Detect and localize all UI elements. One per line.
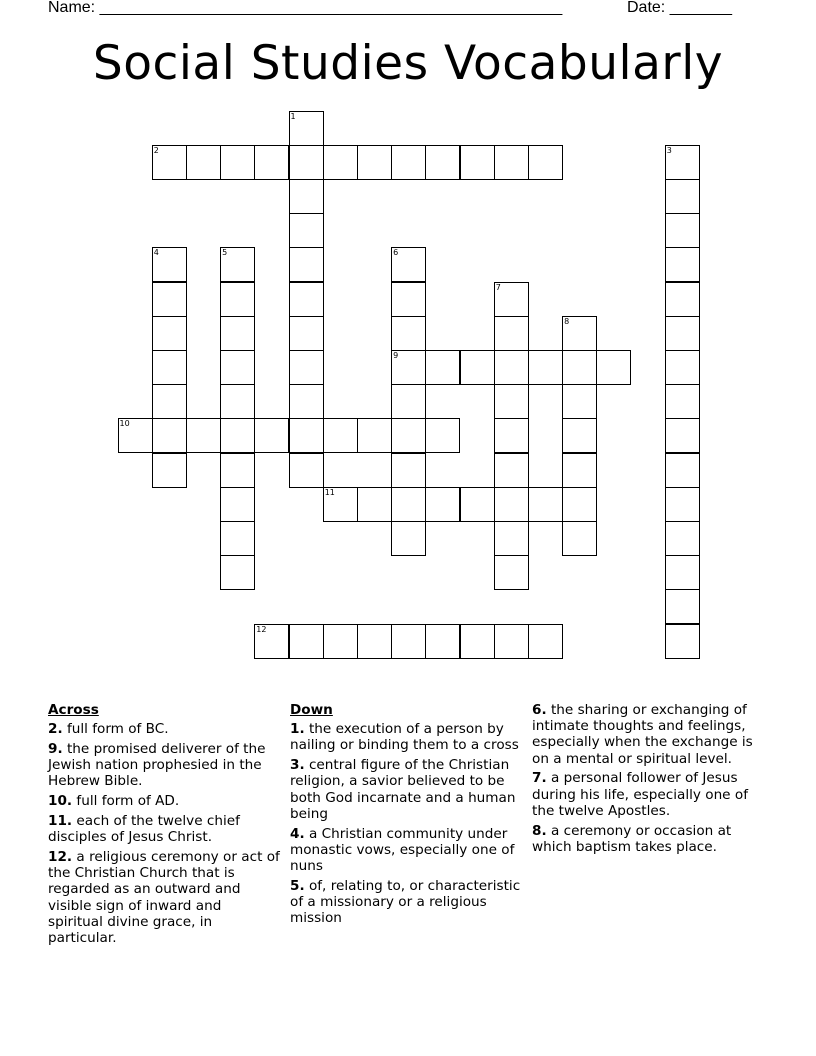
grid-cell[interactable] bbox=[494, 350, 529, 385]
clue-text: a Christian community under monastic vows, especially one of nuns bbox=[290, 825, 515, 875]
grid-cell[interactable] bbox=[665, 350, 700, 385]
clue-number: 9. bbox=[48, 741, 63, 757]
clue-across-10 bbox=[48, 793, 280, 809]
clue-text: the sharing or exchanging of intimate thoughts and feelings, especially when the exchange is on a mental or spiritual level. bbox=[532, 702, 753, 767]
grid-cell[interactable] bbox=[220, 555, 255, 590]
clue-down-6 bbox=[532, 702, 772, 767]
grid-cell[interactable] bbox=[391, 145, 426, 180]
grid-cell[interactable] bbox=[220, 487, 255, 522]
clue-across-2 bbox=[48, 721, 280, 737]
across-clues bbox=[48, 702, 280, 950]
cell-number: 7 bbox=[495, 282, 501, 292]
cell-number: 4 bbox=[153, 248, 159, 258]
grid-cell[interactable] bbox=[391, 247, 426, 282]
grid-cell[interactable] bbox=[289, 213, 324, 248]
grid-cell[interactable] bbox=[152, 453, 187, 488]
grid-cell[interactable] bbox=[391, 384, 426, 419]
clue-across-9 bbox=[48, 741, 280, 790]
grid-cell[interactable] bbox=[494, 453, 529, 488]
grid-cell[interactable] bbox=[323, 624, 358, 659]
grid-cell[interactable] bbox=[391, 350, 426, 385]
grid-cell[interactable] bbox=[528, 145, 563, 180]
clue-text: a religious ceremony or act of the Christian Church that is regarded as an outward and visible sign of inward and spiritual divine grace, in particular. bbox=[48, 849, 280, 947]
grid-cell[interactable] bbox=[152, 247, 187, 282]
clue-text: full form of BC. bbox=[66, 721, 169, 738]
grid-cell[interactable] bbox=[254, 624, 289, 659]
clue-text: the promised deliverer of the Jewish nation prophesied in the Hebrew Bible. bbox=[48, 741, 266, 790]
cell-number: 10 bbox=[119, 419, 130, 429]
grid-cell[interactable] bbox=[289, 624, 324, 659]
grid-cell[interactable] bbox=[494, 384, 529, 419]
grid-cell[interactable] bbox=[425, 624, 460, 659]
grid-cell[interactable] bbox=[494, 624, 529, 659]
grid-cell[interactable] bbox=[665, 555, 700, 590]
grid-cell[interactable] bbox=[152, 145, 187, 180]
grid-cell[interactable] bbox=[665, 624, 700, 659]
cell-number: 2 bbox=[153, 145, 159, 155]
grid-cell[interactable] bbox=[665, 487, 700, 522]
grid-cell[interactable] bbox=[220, 282, 255, 317]
grid-cell[interactable] bbox=[289, 350, 324, 385]
clue-down-8 bbox=[532, 823, 772, 855]
grid-cell[interactable] bbox=[665, 213, 700, 248]
clue-across-11 bbox=[48, 813, 280, 845]
grid-cell[interactable] bbox=[323, 487, 358, 522]
name-field[interactable]: Name: ____________________________________________________ bbox=[48, 0, 563, 16]
grid-cell[interactable] bbox=[220, 384, 255, 419]
grid-cell[interactable] bbox=[562, 521, 597, 556]
grid-cell[interactable] bbox=[391, 624, 426, 659]
clue-number: 2. bbox=[48, 721, 63, 738]
clue-number: 4. bbox=[290, 825, 305, 842]
clue-text: the execution of a person by nailing or binding them to a cross bbox=[290, 721, 519, 754]
grid-cell[interactable] bbox=[289, 384, 324, 419]
grid-cell[interactable] bbox=[220, 521, 255, 556]
grid-cell[interactable] bbox=[665, 316, 700, 351]
grid-cell[interactable] bbox=[289, 453, 324, 488]
grid-cell[interactable] bbox=[152, 418, 187, 453]
grid-cell[interactable] bbox=[323, 145, 358, 180]
grid-cell[interactable] bbox=[357, 418, 392, 453]
grid-cell[interactable] bbox=[357, 624, 392, 659]
grid-cell[interactable] bbox=[494, 418, 529, 453]
grid-cell[interactable] bbox=[665, 453, 700, 488]
grid-cell[interactable] bbox=[357, 145, 392, 180]
grid-cell[interactable] bbox=[665, 282, 700, 317]
grid-cell[interactable] bbox=[494, 521, 529, 556]
clue-number: 1. bbox=[290, 721, 305, 738]
clue-number: 12. bbox=[48, 849, 73, 865]
cell-number: 12 bbox=[256, 624, 267, 634]
clue-text: full form of AD. bbox=[76, 793, 180, 810]
grid-cell[interactable] bbox=[391, 418, 426, 453]
grid-cell[interactable] bbox=[220, 350, 255, 385]
clue-text: each of the twelve chief disciples of Jesus Christ. bbox=[48, 813, 240, 846]
grid-cell[interactable] bbox=[391, 316, 426, 351]
grid-cell[interactable] bbox=[425, 418, 460, 453]
cell-number: 5 bbox=[222, 248, 228, 258]
grid-cell[interactable] bbox=[391, 282, 426, 317]
clue-text: central figure of the Christian religion, a savior believed to be both God incarnate and a human being bbox=[290, 757, 516, 822]
across-heading: Across bbox=[48, 702, 99, 718]
cell-number: 8 bbox=[564, 316, 570, 326]
grid-cell[interactable] bbox=[289, 282, 324, 317]
clue-down-5 bbox=[290, 878, 526, 927]
clue-number: 6. bbox=[532, 702, 547, 718]
grid-cell[interactable] bbox=[562, 316, 597, 351]
cell-number: 6 bbox=[393, 248, 399, 258]
down-clues bbox=[290, 702, 526, 930]
grid-cell[interactable] bbox=[186, 418, 221, 453]
grid-cell[interactable] bbox=[289, 145, 324, 180]
clue-down-3 bbox=[290, 757, 526, 822]
down-clues-continued bbox=[532, 702, 772, 859]
clue-number: 8. bbox=[532, 822, 547, 839]
grid-cell[interactable] bbox=[220, 418, 255, 453]
date-field[interactable]: Date: _______ bbox=[627, 0, 732, 16]
grid-cell[interactable] bbox=[494, 487, 529, 522]
cell-number: 11 bbox=[324, 487, 335, 497]
clue-number: 7. bbox=[532, 770, 547, 787]
grid-cell[interactable] bbox=[391, 487, 426, 522]
clue-number: 5. bbox=[290, 877, 305, 894]
grid-cell[interactable] bbox=[254, 145, 289, 180]
grid-cell[interactable] bbox=[289, 418, 324, 453]
grid-cell[interactable] bbox=[528, 624, 563, 659]
cell-number: 1 bbox=[290, 111, 296, 121]
grid-cell[interactable] bbox=[494, 145, 529, 180]
grid-cell[interactable] bbox=[152, 316, 187, 351]
grid-cell[interactable] bbox=[323, 418, 358, 453]
cell-number: 9 bbox=[393, 350, 399, 360]
grid-cell[interactable] bbox=[562, 384, 597, 419]
grid-cell[interactable] bbox=[220, 247, 255, 282]
grid-cell[interactable] bbox=[665, 418, 700, 453]
grid-cell[interactable] bbox=[562, 453, 597, 488]
clue-down-1 bbox=[290, 721, 526, 753]
page-title: Social Studies Vocabularly bbox=[92, 36, 724, 91]
grid-cell[interactable] bbox=[665, 179, 700, 214]
clue-across-12 bbox=[48, 849, 280, 946]
grid-cell[interactable] bbox=[220, 145, 255, 180]
grid-cell[interactable] bbox=[425, 487, 460, 522]
clue-down-4 bbox=[290, 826, 526, 875]
grid-cell[interactable] bbox=[494, 555, 529, 590]
grid-cell[interactable] bbox=[391, 453, 426, 488]
grid-cell[interactable] bbox=[152, 384, 187, 419]
grid-cell[interactable] bbox=[665, 384, 700, 419]
grid-cell[interactable] bbox=[152, 282, 187, 317]
grid-cell[interactable] bbox=[665, 145, 700, 180]
clue-number: 10. bbox=[48, 793, 73, 810]
grid-cell[interactable] bbox=[494, 316, 529, 351]
grid-cell[interactable] bbox=[562, 487, 597, 522]
grid-cell[interactable] bbox=[289, 247, 324, 282]
grid-cell[interactable] bbox=[186, 145, 221, 180]
grid-cell[interactable] bbox=[254, 418, 289, 453]
grid-cell[interactable] bbox=[460, 487, 495, 522]
grid-cell[interactable] bbox=[425, 145, 460, 180]
grid-cell[interactable] bbox=[528, 487, 563, 522]
grid-cell[interactable] bbox=[391, 521, 426, 556]
grid-cell[interactable] bbox=[220, 453, 255, 488]
grid-cell[interactable] bbox=[289, 111, 324, 146]
grid-cell[interactable] bbox=[425, 350, 460, 385]
grid-cell[interactable] bbox=[596, 350, 631, 385]
grid-cell[interactable] bbox=[665, 247, 700, 282]
cell-number: 3 bbox=[666, 145, 672, 155]
clue-text: a personal follower of Jesus during his life, especially one of the twelve Apostles. bbox=[532, 770, 748, 819]
clue-number: 3. bbox=[290, 757, 305, 774]
clue-text: a ceremony or occasion at which baptism takes place. bbox=[532, 822, 732, 855]
grid-cell[interactable] bbox=[460, 350, 495, 385]
clue-down-7 bbox=[532, 770, 772, 819]
clue-number: 11. bbox=[48, 813, 73, 829]
grid-cell[interactable] bbox=[665, 521, 700, 556]
grid-cell[interactable] bbox=[289, 179, 324, 214]
grid-cell[interactable] bbox=[562, 418, 597, 453]
grid-cell[interactable] bbox=[460, 624, 495, 659]
grid-cell[interactable] bbox=[460, 145, 495, 180]
grid-cell[interactable] bbox=[220, 316, 255, 351]
grid-cell[interactable] bbox=[289, 316, 324, 351]
grid-cell[interactable] bbox=[152, 350, 187, 385]
down-heading: Down bbox=[290, 702, 333, 718]
grid-cell[interactable] bbox=[528, 350, 563, 385]
grid-cell[interactable] bbox=[494, 282, 529, 317]
clue-text: of, relating to, or characteristic of a missionary or a religious mission bbox=[290, 877, 521, 927]
grid-cell[interactable] bbox=[357, 487, 392, 522]
grid-cell[interactable] bbox=[665, 589, 700, 624]
grid-cell[interactable] bbox=[562, 350, 597, 385]
grid-cell[interactable] bbox=[118, 418, 153, 453]
